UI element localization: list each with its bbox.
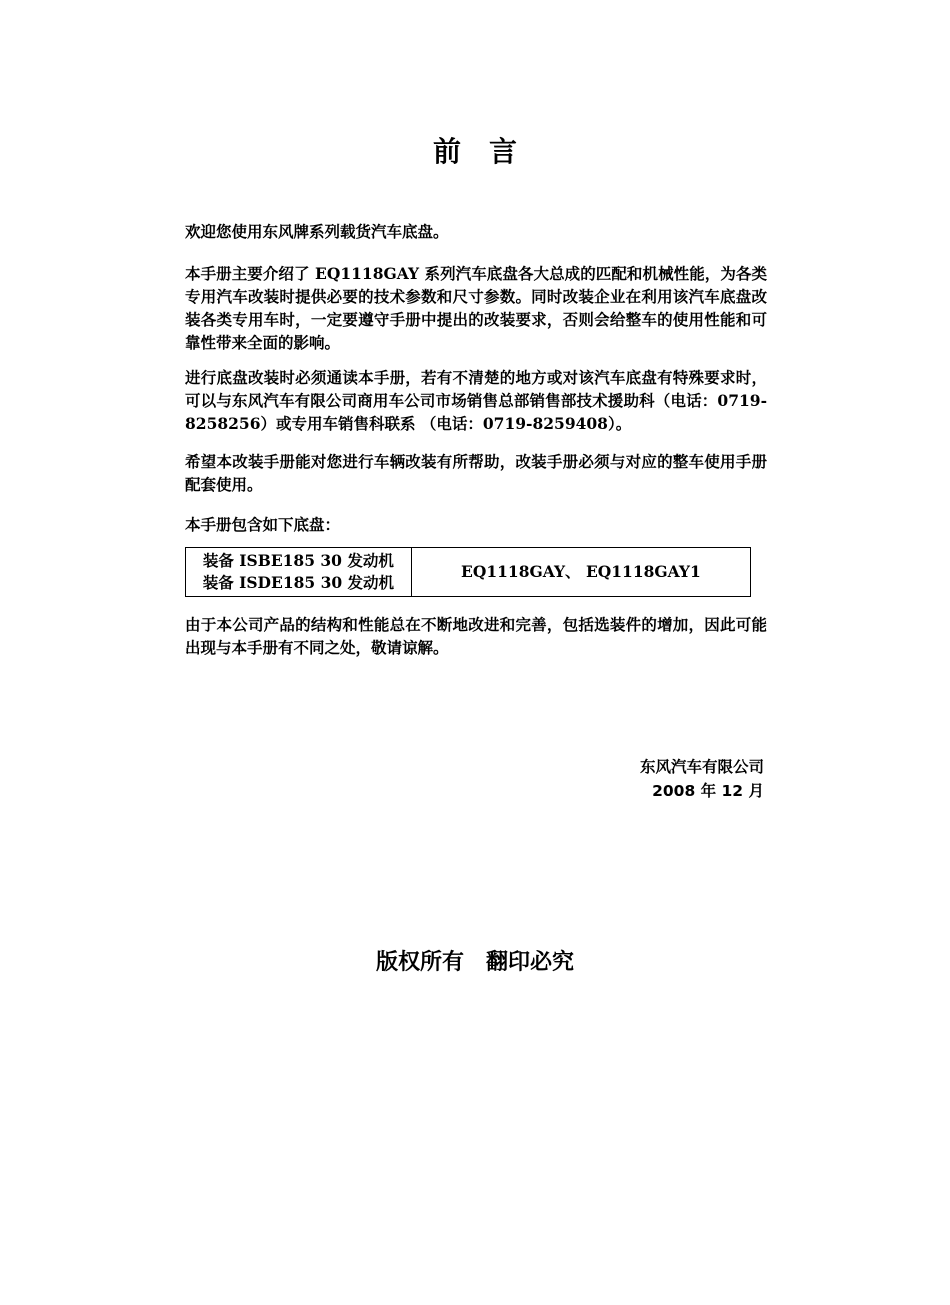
- engine-cell: [186, 548, 412, 597]
- chassis-table: [185, 547, 751, 597]
- signature-date: 2008 年 12 月: [652, 782, 764, 800]
- usage-paragraph: 希望本改装手册能对您进行车辆改装有所帮助，改装手册必须与对应的整车使用手册配套使用。: [185, 452, 767, 494]
- copyright-notice: 版权所有 翻印必究: [375, 950, 574, 975]
- signature-company: 东风汽车有限公司: [639, 758, 764, 776]
- disclaimer-paragraph: 由于本公司产品的结构和性能总在不断地改进和完善，包括选装件的增加，因此可能出现与本手册有不同之处，敬请谅解。: [185, 615, 767, 657]
- welcome-paragraph: 欢迎您使用东风牌系列载货汽车底盘。: [185, 222, 449, 241]
- page-title: 前 言: [432, 135, 517, 168]
- engine-option: 装备 ISDE185 30 发动机: [202, 573, 395, 592]
- model-cell: EQ1118GAY、 EQ1118GAY1: [411, 548, 750, 597]
- contact-paragraph: 进行底盘改装时必须通读本手册，若有不清楚的地方或对该汽车底盘有特殊要求时，可以与东风汽车有限公司商用车公司市场销售总部销售部技术援助科（电话：0719-8258256）或专用车销售科联系 （电话：0719-8259408）。: [185, 368, 767, 433]
- table-row: [186, 548, 751, 597]
- engine-option: 装备 ISBE185 30 发动机: [202, 551, 394, 570]
- contains-paragraph: 本手册包含如下底盘：: [185, 515, 341, 534]
- intro-paragraph: 本手册主要介绍了 EQ1118GAY 系列汽车底盘各大总成的匹配和机械性能，为各类专用汽车改装时提供必要的技术参数和尺寸参数。同时改装企业在利用该汽车底盘改装各类专用车时，一定要遵守手册中提出的改装要求，否则会给整车的使用性能和可靠性带来全面的影响。: [185, 264, 767, 352]
